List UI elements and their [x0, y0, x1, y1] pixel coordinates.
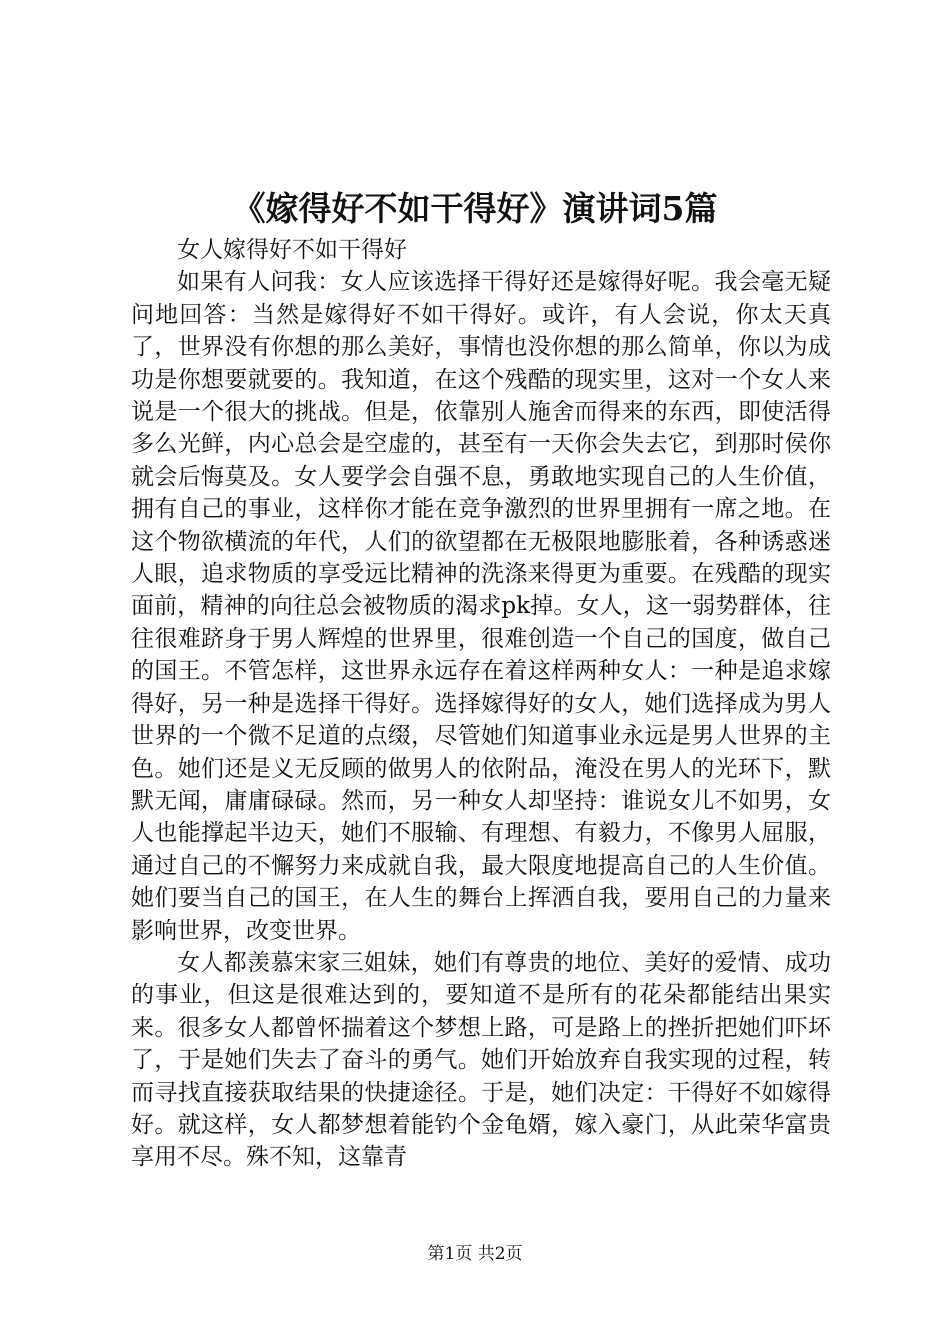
paragraph-subtitle: 女人嫁得好不如干得好 [177, 237, 407, 263]
paragraph: 如果有人问我：女人应该选择干得好还是嫁得好呢。我会毫无疑问地回答：当然是嫁得好不如干得好。或许，有人会说，你太天真了，世界没有你想的那么美好，事情也没你想的那么简单，你以为成功是你想要就要的。我知道，在这个残酷的现实里，这对一个女人来说是一个很大的挑战。但是，依靠别人施舍而得来的东西，即使活得多么光鲜，内心总会是空虚的，甚至有一天你会失去它，到那时侯你就会后悔莫及。女人要学会自强不息，勇敢地实现自己的人生价值，拥有自己的事业，这样你才能在竞争激烈的世界里拥有一席之地。在这个物欲横流的年代，人们的欲望都在无极限地膨胀着，各种诱惑迷人眼，追求物质的享受远比精神的洗涤来得更为重要。在残酷的现实面前，精神的向往总会被物质的渴求pk掉。女人，这一弱势群体，往往很难跻身于男人辉煌的世界里，很难创造一个自己的国度，做自己的国王。不管怎样，这世界永远存在着这样两种女人：一种是追求嫁得好，另一种是选择干得好。选择嫁得好的女人，她们选择成为男人世界的一个微不足道的点缀，尽管她们知道事业永远是男人世界的主色。她们还是义无反顾的做男人的依附品，淹没在男人的光环下，默默无闻，庸庸碌碌。然而，另一种女人却坚持：谁说女儿不如男，女人也能撑起半边天，她们不服输、有理想、有毅力，不像男人屈服，通过自己的不懈努力来成就自我，最大限度地提高自己的人生价值。她们要当自己的国王，在人生的舞台上挥洒自我，要用自己的力量来影响世界，改变世界。 [131, 269, 831, 944]
document-title: 《嫁得好不如干得好》演讲词5篇 [232, 189, 718, 228]
document-body [131, 234, 831, 1174]
page-footer: 第1页 共2页 [427, 1244, 523, 1264]
paragraph: 女人都羡慕宋家三姐妹，她们有尊贵的地位、美好的爱情、成功的事业，但这是很难达到的，要知道不是所有的花朵都能结出果实来。很多女人都曾怀揣着这个梦想上路，可是路上的挫折把她们吓坏了，于是她们失去了奋斗的勇气。她们开始放弃自我实现的过程，转而寻找直接获取结果的快捷途径。于是，她们决定：干得好不如嫁得好。就这样，女人都梦想着能钓个金龟婿，嫁入豪门，从此荣华富贵享用不尽。殊不知，这靠青 [131, 949, 831, 1171]
